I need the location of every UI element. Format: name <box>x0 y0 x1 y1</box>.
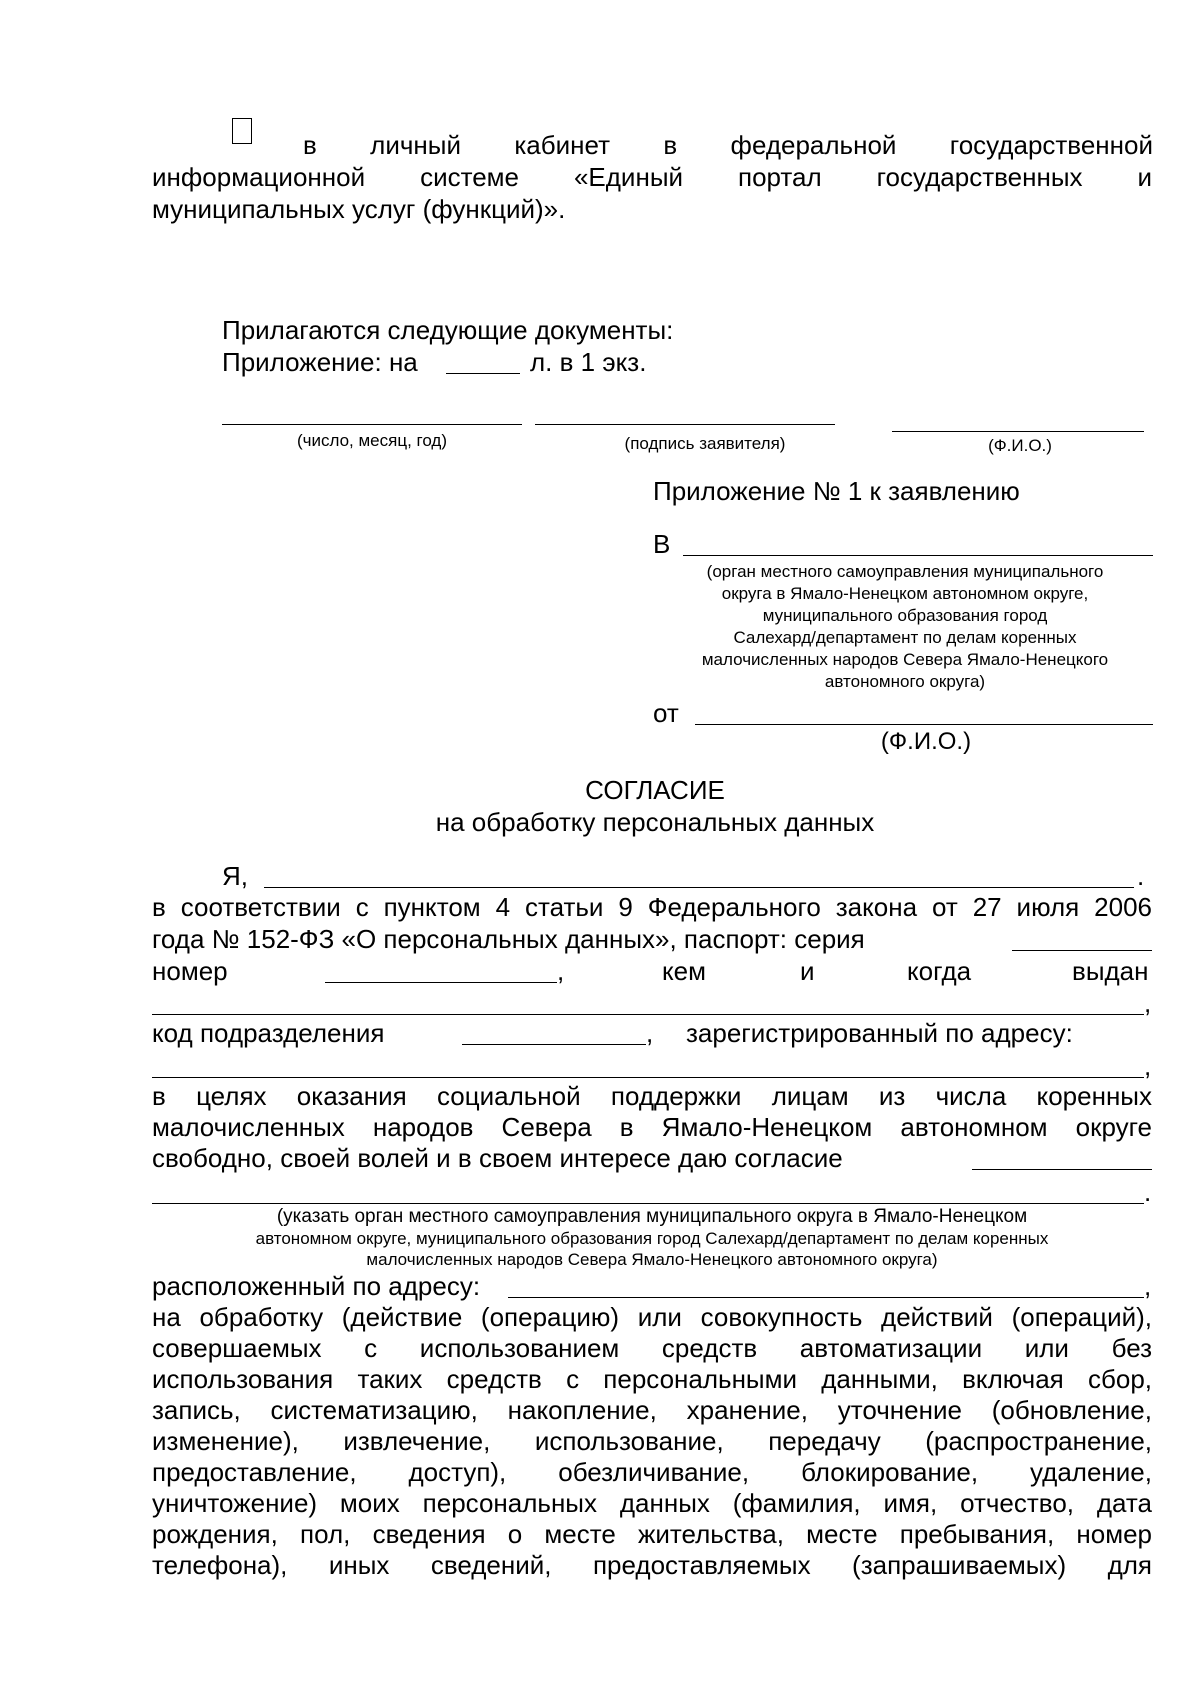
attachments-heading: Прилагаются следующие документы: <box>222 315 674 345</box>
dept-code-comma: , <box>646 1018 654 1048</box>
attachments-sheets-field[interactable] <box>446 373 520 374</box>
delivery-option-label-line-2: информационной системе «Единый портал государственных и <box>152 162 1152 192</box>
consent-subtitle: на обработку персональных данных <box>435 807 875 837</box>
appendix-to-caption-line-5: малочисленных народов Севера Ямало-Ненецкого <box>701 650 1109 669</box>
passport-series-field[interactable] <box>1012 950 1152 951</box>
dept-code-field[interactable] <box>462 1044 646 1045</box>
authority-caption-line-3: малочисленных народов Севера Ямало-Ненецкого автономного округа) <box>366 1250 938 1269</box>
consent-authority-field[interactable] <box>152 1203 1144 1204</box>
passport-number-comma: , <box>557 956 565 986</box>
purpose-line-3: свободно, своей волей и в своем интересе даю согласие <box>152 1143 843 1173</box>
consent-body-line-1: на обработку (действие (операцию) или совокупность действий (операций), <box>152 1302 1152 1332</box>
delivery-option-label-line-3: муниципальных услуг (функций)». <box>152 194 566 224</box>
consent-authority-period: . <box>1144 1177 1152 1207</box>
issued-by-comma: , <box>1144 988 1152 1018</box>
consent-body-line-8: рождения, пол, сведения о месте жительства, месте пребывания, номер <box>152 1519 1152 1549</box>
passport-number-label: номер <box>152 956 228 986</box>
authority-caption-line-1: (указать орган местного самоуправления муниципального округа в Ямало-Ненецком <box>276 1206 1028 1227</box>
name-field[interactable] <box>892 431 1144 432</box>
dept-code-label: код подразделения <box>152 1018 385 1048</box>
consent-body-line-7: уничтожение) моих персональных данных (фамилия, имя, отчество, дата <box>152 1488 1152 1518</box>
date-field[interactable] <box>222 424 522 425</box>
appendix-to-field[interactable] <box>683 555 1153 556</box>
located-address-label: расположенный по адресу: <box>152 1271 481 1301</box>
issued-by-label: кем <box>662 956 707 986</box>
appendix-from-caption: (Ф.И.О.) <box>880 728 972 755</box>
appendix-to-caption-line-4: Салехард/департамент по делам коренных <box>733 628 1077 647</box>
appendix-from-field[interactable] <box>695 724 1153 725</box>
appendix-to-caption-line-2: округа в Ямало-Ненецком автономном округе, <box>721 584 1089 603</box>
delivery-option-checkbox[interactable] <box>232 118 252 144</box>
attachments-count-prefix: Приложение: на <box>222 347 418 377</box>
consent-authority-field-start[interactable] <box>972 1169 1152 1170</box>
appendix-from-prefix: от <box>653 698 679 728</box>
appendix-to-caption-line-6: автономного округа) <box>824 672 986 691</box>
registered-address-comma: , <box>1144 1051 1152 1081</box>
consent-body-line-2: совершаемых с использованием средств автоматизации или без <box>152 1333 1152 1363</box>
consent-body-line-4: запись, систематизацию, накопление, хранение, уточнение (обновление, <box>152 1395 1152 1425</box>
date-caption: (число, месяц, год) <box>296 431 448 450</box>
consent-law-line: в соответствии с пунктом 4 статьи 9 Федерального закона от 27 июля 2006 <box>152 892 1152 922</box>
located-address-field[interactable] <box>508 1297 1144 1298</box>
signature-field[interactable] <box>535 424 835 425</box>
delivery-option-label-line-1: в личный кабинет в федеральной государственной <box>303 130 1153 160</box>
consent-i-suffix: . <box>1137 861 1145 891</box>
issued-by-field[interactable] <box>152 1014 1144 1015</box>
signature-caption: (подпись заявителя) <box>624 434 786 453</box>
name-caption: (Ф.И.О.) <box>988 436 1052 455</box>
purpose-line-2: малочисленных народов Севера в Ямало-Ненецком автономном округе <box>152 1112 1152 1142</box>
appendix-title: Приложение № 1 к заявлению <box>653 476 1020 506</box>
and-label: и <box>800 956 815 986</box>
registered-address-field[interactable] <box>152 1077 1144 1078</box>
consent-full-name-field[interactable] <box>264 887 1134 888</box>
authority-caption-line-2: автономном округе, муниципального образования город Салехард/департамент по делам коренных <box>255 1229 1049 1248</box>
attachments-count-suffix: л. в 1 экз. <box>530 347 647 377</box>
appendix-to-caption-line-1: (орган местного самоуправления муниципального <box>706 562 1104 581</box>
consent-body-line-9: телефона), иных сведений, предоставляемых (запрашиваемых) для <box>152 1550 1152 1580</box>
consent-passport-line: года № 152-ФЗ «О персональных данных», паспорт: серия <box>152 924 865 954</box>
consent-body-line-3: использования таких средств с персональными данными, включая сбор, <box>152 1364 1152 1394</box>
issued-label: выдан <box>1072 956 1149 986</box>
appendix-to-prefix: В <box>653 529 671 559</box>
appendix-to-caption-line-3: муниципального образования город <box>762 606 1048 625</box>
when-label: когда <box>907 956 972 986</box>
consent-body-line-5: изменение), извлечение, использование, передачу (распространение, <box>152 1426 1152 1456</box>
consent-i-prefix: Я, <box>222 861 248 891</box>
located-address-comma: , <box>1144 1271 1152 1301</box>
registered-address-label: зарегистрированный по адресу: <box>686 1018 1073 1048</box>
consent-body-line-6: предоставление, доступ), обезличивание, блокирование, удаление, <box>152 1457 1152 1487</box>
purpose-line-1: в целях оказания социальной поддержки лицам из числа коренных <box>152 1081 1152 1111</box>
consent-title: СОГЛАСИЕ <box>585 775 725 805</box>
passport-number-field[interactable] <box>325 982 557 983</box>
